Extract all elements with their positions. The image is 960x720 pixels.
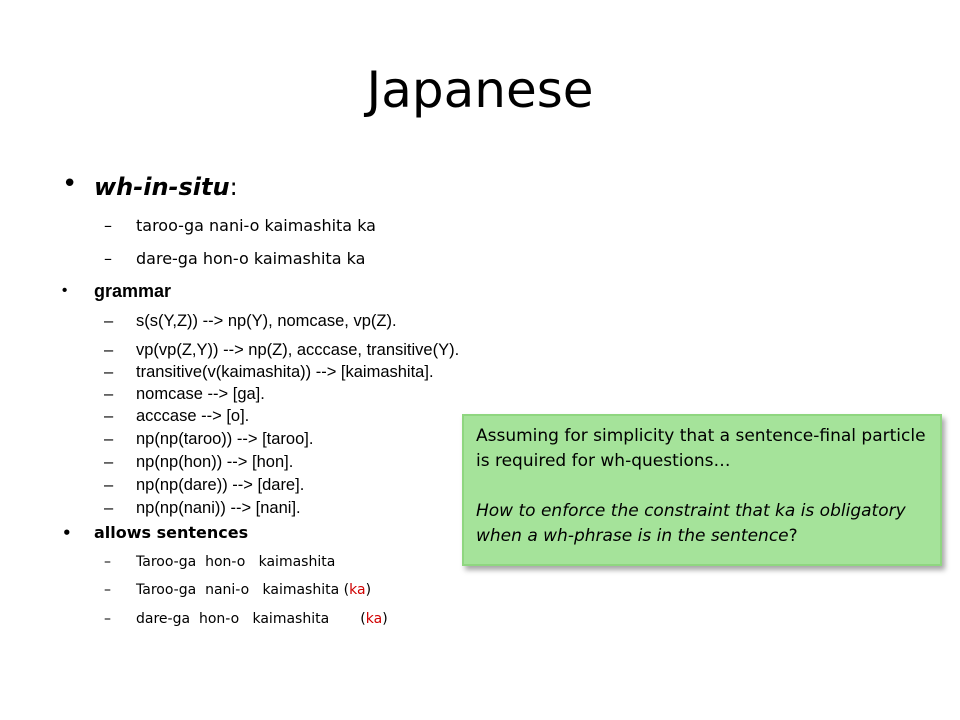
- slide-title: Japanese: [366, 61, 594, 119]
- allowed-sentence-text: [136, 609, 388, 629]
- wh-example-text: dare-ga hon-o kaimashita ka: [136, 249, 366, 268]
- dash: –: [104, 341, 114, 359]
- grammar-rule-text: np(np(dare)) --> [dare].: [136, 476, 305, 494]
- note-text-1: Assuming for simplicity that a sentence-final particle is required for wh-questions…: [476, 426, 926, 471]
- note-question-mark: ?: [788, 526, 798, 546]
- note-question-italic: How to enforce the constraint that ka is obligatory when a wh-phrase is in the sentence: [476, 501, 906, 546]
- grammar-rule-text: s(s(Y,Z)) --> np(Y), nomcase, vp(Z).: [136, 312, 397, 330]
- grammar-rule-text: transitive(v(kaimashita)) --> [kaimashita].: [136, 363, 434, 381]
- paren-close: ): [365, 582, 372, 598]
- grammar-rule-text: np(np(taroo)) --> [taroo].: [136, 430, 314, 448]
- dash: –: [104, 611, 111, 627]
- grammar-rule-text: np(np(nani)) --> [nani].: [136, 499, 301, 517]
- allowed-sentence-text: Taroo-ga hon-o kaimashita: [136, 554, 336, 570]
- allows-label: allows sentences: [94, 523, 249, 542]
- dash: –: [104, 453, 114, 471]
- dash: –: [104, 476, 114, 494]
- ka-particle: ka: [365, 611, 383, 627]
- grammar-label: grammar: [94, 281, 172, 301]
- note-callout: [462, 414, 942, 566]
- sentence-main: Taroo-ga nani-o kaimashita (: [136, 582, 350, 598]
- grammar-rule-text: nomcase --> [ga].: [136, 385, 265, 403]
- wh-example-text: taroo-ga nani-o kaimashita ka: [136, 216, 376, 235]
- bullet-dot: •: [62, 169, 78, 199]
- grammar-rule-text: acccase --> [o].: [136, 407, 250, 425]
- dash: –: [104, 363, 114, 381]
- dash: –: [104, 216, 112, 235]
- allowed-sentence-text: [136, 580, 371, 600]
- grammar-rule-text: np(np(hon)) --> [hon].: [136, 453, 294, 471]
- grammar-rule-text: vp(vp(Z,Y)) --> np(Z), acccase, transitive(Y).: [136, 341, 460, 359]
- dash: –: [104, 582, 111, 598]
- dash: –: [104, 312, 114, 330]
- dash: –: [104, 249, 112, 268]
- note-text-2: [476, 499, 928, 549]
- dash: –: [104, 385, 114, 403]
- dash: –: [104, 554, 111, 570]
- bullet-dot: •: [62, 282, 68, 299]
- ka-particle: ka: [349, 582, 366, 598]
- paren-close: ): [382, 611, 388, 627]
- dash: –: [104, 430, 114, 448]
- sentence-main: dare-ga hon-o kaimashita (: [136, 611, 366, 627]
- wh-in-situ-label: [94, 172, 238, 202]
- bullet-dot: •: [62, 524, 72, 542]
- wh-colon: :: [229, 173, 238, 201]
- note-spacer: [476, 474, 928, 499]
- dash: –: [104, 499, 114, 517]
- wh-label-text: wh-in-situ: [94, 173, 230, 201]
- dash: –: [104, 407, 114, 425]
